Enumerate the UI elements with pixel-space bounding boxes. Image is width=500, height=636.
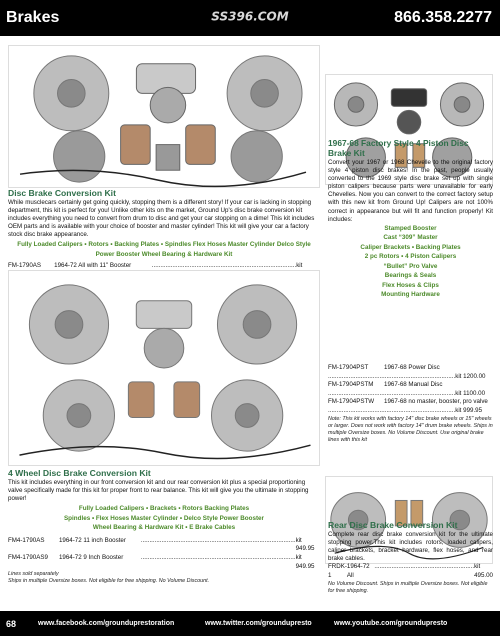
leader-dots: .......................................................................... xyxy=(328,372,456,380)
feature-line: Fully Loaded Calipers • Brackets • Rotors Backing Plates xyxy=(78,505,250,513)
part-row xyxy=(328,364,493,381)
kit-note: No Volume Discount. Ships in multiple Oversize boxes. Not eligible for free shipping. xyxy=(328,580,488,594)
part-list xyxy=(8,537,320,571)
feature-line: Cast “309” Master xyxy=(383,234,438,242)
page-header xyxy=(0,0,500,36)
part-number: FM4-1790AS9 xyxy=(8,553,48,561)
kit-note: Note: This kit works with factory 14" disc brake wheels or 15" wheels or larger. Does not work with factory 14" drum brake wheels. Ships in multiple Oversize boxes. No Volume Discount. Use original brake lines with this kit xyxy=(328,415,493,444)
section-title: Brakes xyxy=(6,9,60,26)
part-number: FM4-1790AS xyxy=(8,536,45,544)
part-desc: 1964-72 11 inch Booster xyxy=(58,536,126,544)
kit-features xyxy=(8,504,320,533)
part-number: FM-17904PSTM xyxy=(328,381,374,389)
catalog-page xyxy=(0,36,500,611)
feature-line: Stamped Booster xyxy=(384,224,437,232)
part-list xyxy=(328,364,493,444)
youtube-link[interactable]: www.youtube.com/groundupresto xyxy=(334,620,448,627)
part-price: kit 495.00 xyxy=(474,563,494,579)
kit-note: Lines sold separately xyxy=(8,571,59,578)
part-row xyxy=(8,554,320,571)
phone-number: 866.358.2277 xyxy=(394,9,492,26)
part-row xyxy=(328,398,493,415)
part-price: kit 1100.00 xyxy=(455,389,486,397)
disc-brake-kit-photo xyxy=(8,45,320,188)
part-desc: 1964-72 9 Inch Booster xyxy=(58,553,124,561)
part-desc: 1964-72 All xyxy=(346,563,370,579)
feature-line: Spindles • Flex Hoses Master Cylinder • Delco Style Power Booster xyxy=(63,514,265,522)
facebook-link[interactable]: www.facebook.com/grounduprestoration xyxy=(38,620,175,627)
kit-description: This kit includes everything in our front conversion kit and our rear conversion kit plus a special proportioning valve specifically made for this kit for proper front to rear balance. This kit will give you the ultimate in stopping power! xyxy=(8,479,309,503)
part-number: FRDK-1 xyxy=(328,563,347,579)
kit-description: Complete rear disc brake conversion kit for the ultimate stopping power.This kit includes rotors, loaded calipers, caliper brackets, bracket hardware, flex hoses, and rear brake cables. xyxy=(328,531,493,563)
kit-features xyxy=(328,224,493,300)
feature-line: Bearings & Seals xyxy=(384,272,437,280)
feature-line: Mounting Hardware xyxy=(381,291,440,299)
kit-features: Fully Loaded Calipers • Rotors • Backing Plates • Spindles Flex Hoses Master Cylinder Delco Style Power Booster Wheel Bearing & Hardware Kit xyxy=(17,241,311,258)
leader-dots: .......................................................... xyxy=(374,563,475,571)
kit-description: While musclecars certainly get going quickly, stopping them is a different story! If your car is lacking in stopping department, this kit is perfect for you! Unlike other kits on the market, Ground Up's disc brake conversion kit includes everything you need to convert from drum to disc and get your car stopping on a dime! This kit includes OEM parts and is available with your choice of booster and master cylinder! This kit will give your car a factory stock disc brake appearance. xyxy=(8,199,315,239)
leader-dots: .......................................................................................... xyxy=(140,553,296,561)
feature-line: 2 pc Rotors • 4 Piston Calipers xyxy=(364,253,457,261)
part-number: FM-1790AS xyxy=(8,262,42,270)
part-row xyxy=(8,537,320,554)
svg-text:SS396.COM: SS396.COM xyxy=(211,9,289,24)
kit-title-four-wheel: 4 Wheel Disc Brake Conversion Kit xyxy=(8,468,151,478)
kit-title-disc-brake: Disc Brake Conversion Kit xyxy=(8,188,116,198)
part-desc: 1967-68 Manual Disc xyxy=(384,381,443,389)
leader-dots: .......................................................................... xyxy=(328,406,456,414)
part-number: FM-17904PST xyxy=(328,364,369,371)
four-wheel-kit-photo xyxy=(8,270,320,466)
leader-dots: .................................................................................... xyxy=(151,262,297,270)
leader-dots: .......................................................................................... xyxy=(140,536,296,544)
part-row xyxy=(328,563,493,580)
leader-dots: .......................................................................... xyxy=(328,389,456,397)
page-number: 68 xyxy=(6,619,17,629)
part-price: kit xyxy=(296,262,303,270)
part-desc: 1964-72 All with 11" Booster xyxy=(54,262,132,270)
page-footer xyxy=(0,611,500,636)
kit-note: Ships in multiple Oversize boxes. Not eligible for free shipping. No Volume Discount. xyxy=(8,578,210,585)
part-desc: 1967-68 no master, booster, pro valve xyxy=(384,398,488,406)
twitter-link[interactable]: www.twitter.com/groundupresto xyxy=(205,620,312,627)
part-row xyxy=(328,381,493,398)
part-price: kit 1200.00 xyxy=(455,372,486,380)
kit-description: Convert your 1967 or 1968 Chevelle to the original factory style 4 piston disc brakes! In the past, people usually converted to the 1969 style disc brake set up with single piston calipers because parts were unavailable for early Chevelles. Now you can convert to the correct factory setup with this new kit from Ground Up! Calipers are not 100% correct in appearance but will fit and function properly! Kit includes: xyxy=(328,159,493,223)
part-price: kit 949.95 xyxy=(295,553,315,570)
part-number: FM-17904PSTW xyxy=(328,398,375,406)
feature-line: “Bullet” Pro Valve xyxy=(383,262,438,270)
feature-line: Caliper Brackets • Backing Plates xyxy=(360,243,461,251)
part-price: kit 999.95 xyxy=(455,406,483,414)
kit-title-factory-style: 1967-68 Factory Style 4 Piston Disc Brake Kit xyxy=(328,138,469,158)
part-desc: 1967-68 Power Disc xyxy=(384,364,440,371)
kit-title-rear-disc: Rear Disc Brake Conversion Kit xyxy=(328,520,458,530)
feature-line: Flex Hoses & Clips xyxy=(382,281,439,289)
part-price: kit 949.95 xyxy=(295,536,315,553)
feature-line: Wheel Bearing & Hardware Kit • E Brake Cables xyxy=(92,524,236,532)
brand-logo xyxy=(205,8,295,24)
